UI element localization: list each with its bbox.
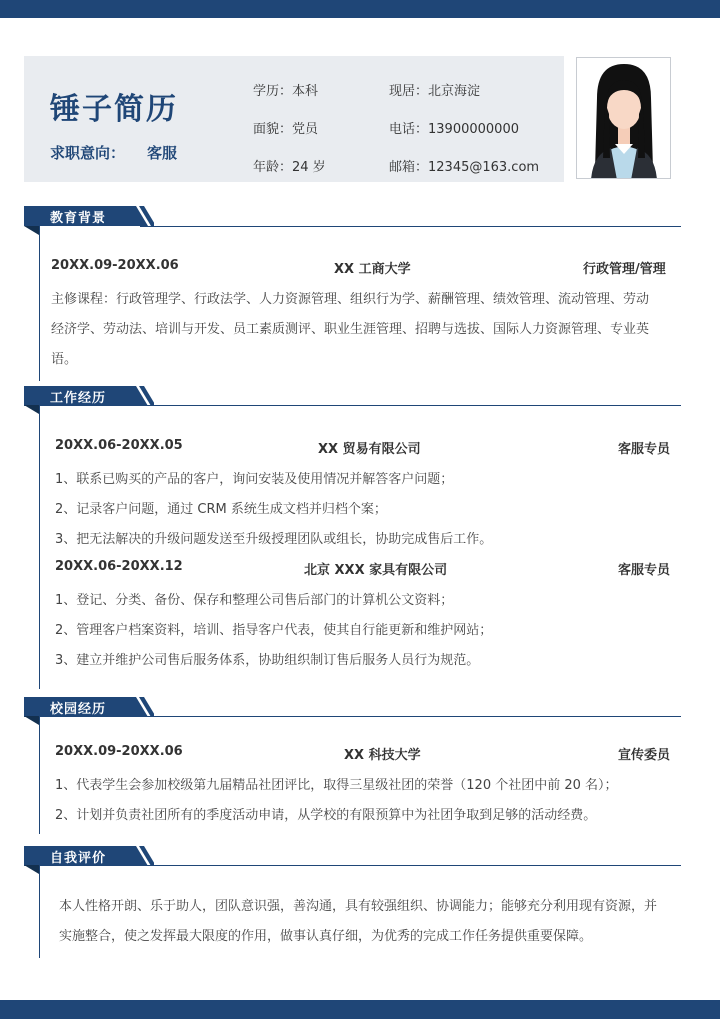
phone: 电话：13900000000 xyxy=(389,122,519,137)
job-duty: 2、记录客户问题，通过 CRM 系统生成文档并归档个案； xyxy=(55,502,387,517)
job-company: 北京 XXX 家具有限公司 xyxy=(304,563,448,578)
campus-date: 20XX.09-20XX.06 xyxy=(55,744,183,759)
ribbon-fold xyxy=(24,226,39,235)
section-header-campus xyxy=(24,697,154,717)
location: 现居：北京海淀 xyxy=(389,84,481,99)
job-duty: 3、把无法解决的升级问题发送至升级授理团队或组长，协助完成售后工作。 xyxy=(55,532,493,547)
political-status: 面貌：党员 xyxy=(253,122,319,137)
education-level: 学历：本科 xyxy=(253,84,319,99)
profile-photo xyxy=(576,57,671,179)
job-intent-value: 客服 xyxy=(147,144,178,162)
campus-rail xyxy=(39,716,40,834)
job-duty: 2、管理客户档案资料，培训、指导客户代表，使其自行能更新和维护网站； xyxy=(55,623,493,638)
job-date: 20XX.06-20XX.05 xyxy=(55,438,183,453)
education-rail xyxy=(39,226,40,381)
self-eval-line: 实施整合，使之发挥最大限度的作用，做事认真仔细，为优秀的完成工作任务提供重要保障。 xyxy=(59,929,593,944)
campus-role: 宣传委员 xyxy=(618,748,671,763)
campus-item: 2、计划并负责社团所有的季度活动申请，从学校的有限预算中为社团争取到足够的活动经费。 xyxy=(55,808,597,823)
section-header-work xyxy=(24,386,154,406)
edu-courses-line: 语。 xyxy=(51,352,78,367)
resume-name: 锤子简历 xyxy=(50,92,178,127)
email: 邮箱：12345@163.com xyxy=(389,160,540,175)
section-underline-education xyxy=(140,226,681,227)
section-title-self: 自我评价 xyxy=(50,851,107,866)
age: 年龄：24 岁 xyxy=(253,160,326,175)
job-intent-label: 求职意向： xyxy=(50,144,126,162)
ribbon-fold xyxy=(24,865,39,874)
bottom-decor-bar xyxy=(0,1000,720,1019)
self-eval-line: 本人性格开朗、乐于助人，团队意识强，善沟通，具有较强组织、协调能力；能够充分利用现有资源，并 xyxy=(59,899,658,914)
job-role: 客服专员 xyxy=(618,563,671,578)
edu-major: 行政管理/管理 xyxy=(583,262,666,277)
edu-school: XX 工商大学 xyxy=(334,262,411,277)
top-decor-bar xyxy=(0,0,720,18)
self-rail xyxy=(39,864,40,958)
section-title-work: 工作经历 xyxy=(50,391,107,406)
job-duty: 1、联系已购买的产品的客户，询问安装及使用情况并解答客户问题； xyxy=(55,472,454,487)
ribbon-fold xyxy=(24,716,39,725)
section-header-education xyxy=(24,206,154,226)
section-underline-self xyxy=(140,865,681,866)
job-date: 20XX.06-20XX.12 xyxy=(55,559,183,574)
job-role: 客服专员 xyxy=(618,442,671,457)
campus-item: 1、代表学生会参加校级第九届精品社团评比，取得三星级社团的荣誉（120 个社团中前 20 名）； xyxy=(55,778,618,793)
edu-courses-line: 主修课程：行政管理学、行政法学、人力资源管理、组织行为学、薪酬管理、绩效管理、流动管理、劳动 xyxy=(51,292,650,307)
section-underline-campus xyxy=(140,716,681,717)
job-company: XX 贸易有限公司 xyxy=(318,442,421,457)
section-title-campus: 校园经历 xyxy=(50,702,107,717)
campus-school: XX 科技大学 xyxy=(344,748,421,763)
edu-courses-line: 经济学、劳动法、培训与开发、员工素质测评、职业生涯管理、招聘与选拔、国际人力资源管理、专业英 xyxy=(51,322,650,337)
section-header-self xyxy=(24,846,154,866)
job-duty: 1、登记、分类、备份、保存和整理公司售后部门的计算机公文资料； xyxy=(55,593,454,608)
work-rail xyxy=(39,404,40,689)
section-underline-work xyxy=(140,405,681,406)
job-duty: 3、建立并维护公司售后服务体系，协助组织制订售后服务人员行为规范。 xyxy=(55,653,480,668)
section-title-education: 教育背景 xyxy=(50,211,107,226)
avatar-icon xyxy=(577,58,671,179)
ribbon-fold xyxy=(24,405,39,414)
edu-date: 20XX.09-20XX.06 xyxy=(51,258,179,273)
